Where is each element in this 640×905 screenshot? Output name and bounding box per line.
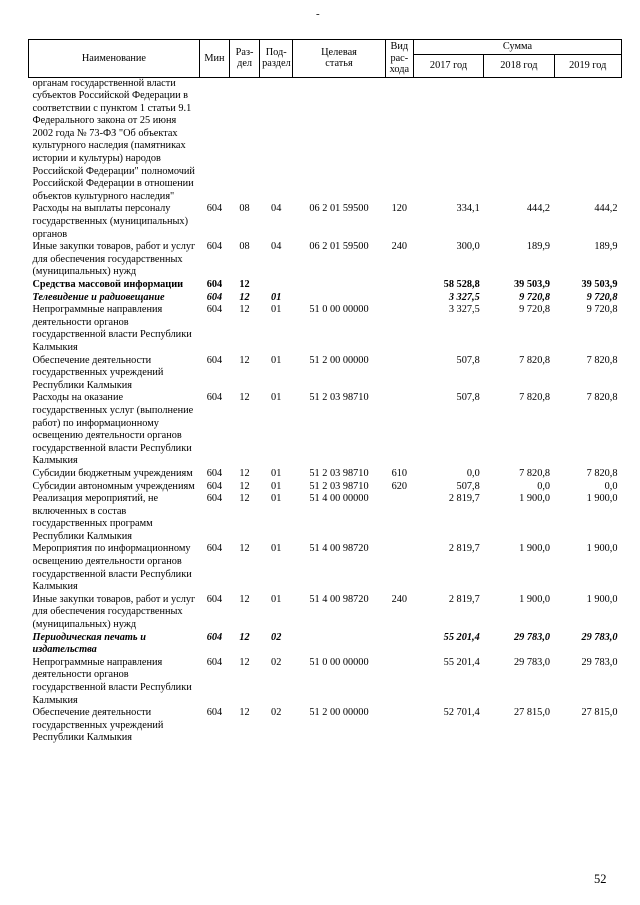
row-podrazdel: 02 bbox=[271, 656, 282, 668]
table-row bbox=[29, 241, 622, 279]
row-podrazdel: 01 bbox=[271, 543, 282, 555]
row-sum-2019: 29 783,0 bbox=[581, 631, 618, 643]
table-row bbox=[29, 493, 622, 543]
row-name: Расходы на выплаты персоналу государственных (муниципальных) органов bbox=[32, 203, 189, 240]
row-sum-2018: 29 783,0 bbox=[514, 656, 551, 668]
row-podrazdel: 01 bbox=[271, 480, 282, 492]
header-name: Наименование bbox=[29, 40, 200, 78]
header-year-2018: 2018 год bbox=[484, 54, 554, 77]
row-sum-2018: 9 720,8 bbox=[519, 291, 551, 303]
row-sum-2018: 39 503,9 bbox=[514, 279, 551, 290]
row-vid-rashoda bbox=[385, 657, 413, 707]
page-number: 52 bbox=[594, 872, 607, 886]
row-min: 604 bbox=[206, 656, 223, 668]
row-podrazdel: 01 bbox=[271, 392, 282, 404]
table-row bbox=[29, 203, 622, 241]
row-cel-statya bbox=[293, 292, 385, 305]
table-row bbox=[29, 543, 622, 593]
row-sum-2019: 39 503,9 bbox=[581, 279, 618, 290]
row-sum-2019: 27 815,0 bbox=[581, 707, 618, 719]
row-vid-rashoda bbox=[385, 707, 413, 745]
row-sum-2017: 3 327,5 bbox=[448, 291, 480, 303]
row-name: Иные закупки товаров, работ и услуг для обеспечения государственных (муниципальных) нужд bbox=[32, 593, 196, 631]
row-sum-2017: 55 201,4 bbox=[443, 631, 480, 643]
row-sum-2018: 27 815,0 bbox=[514, 707, 551, 719]
header-podrazdel: Под- раздел bbox=[260, 40, 293, 78]
row-sum-2017: 300,0 bbox=[456, 241, 480, 253]
row-razdel: 12 bbox=[239, 543, 250, 555]
row-podrazdel bbox=[260, 279, 293, 292]
row-min bbox=[199, 77, 229, 203]
row-min: 604 bbox=[206, 304, 223, 316]
row-min: 604 bbox=[206, 241, 223, 253]
row-min: 604 bbox=[206, 203, 223, 215]
header-cel-statya: Целевая статья bbox=[293, 40, 385, 78]
row-cel-statya bbox=[293, 77, 385, 203]
row-min: 604 bbox=[206, 480, 223, 492]
table-body bbox=[29, 77, 622, 745]
top-mark: - bbox=[316, 8, 320, 20]
row-razdel: 12 bbox=[239, 493, 250, 505]
header-razdel: Раз- дел bbox=[229, 40, 259, 78]
row-sum-2018: 1 900,0 bbox=[519, 593, 551, 605]
row-podrazdel bbox=[260, 77, 293, 203]
row-podrazdel: 01 bbox=[271, 593, 282, 605]
row-cel-statya: 06 2 01 59500 bbox=[309, 241, 369, 253]
row-name: Непрограммные направления деятельности органов государственной власти Республики Калмыкия bbox=[32, 304, 192, 353]
row-sum-2018: 7 820,8 bbox=[519, 354, 551, 366]
row-vid-rashoda: 240 bbox=[391, 593, 408, 605]
row-podrazdel: 01 bbox=[271, 493, 282, 505]
row-name: Иные закупки товаров, работ и услуг для обеспечения государственных (муниципальных) нужд bbox=[32, 241, 196, 278]
row-sum-2017 bbox=[413, 77, 483, 203]
row-sum-2018: 7 820,8 bbox=[519, 392, 551, 404]
table-row bbox=[29, 279, 622, 292]
row-razdel: 08 bbox=[239, 241, 250, 253]
header-summa: Сумма bbox=[413, 40, 621, 55]
row-vid-rashoda: 120 bbox=[391, 203, 408, 215]
row-cel-statya: 51 4 00 98720 bbox=[309, 593, 369, 605]
row-vid-rashoda bbox=[385, 493, 413, 543]
row-sum-2018: 189,9 bbox=[526, 241, 551, 253]
row-vid-rashoda bbox=[385, 292, 413, 305]
row-name: Реализация мероприятий, не включенных в состав государственных программ Республики Калмыкия bbox=[32, 493, 159, 542]
row-sum-2019: 1 900,0 bbox=[586, 593, 618, 605]
row-podrazdel: 01 bbox=[271, 291, 282, 303]
row-name: Субсидии бюджетным учреждениям bbox=[32, 467, 193, 479]
row-sum-2019: 7 820,8 bbox=[586, 392, 618, 404]
row-vid-rashoda: 240 bbox=[391, 241, 408, 253]
table-row bbox=[29, 594, 622, 632]
row-min: 604 bbox=[206, 631, 223, 643]
table-row bbox=[29, 657, 622, 707]
row-sum-2019: 0,0 bbox=[604, 480, 618, 492]
row-vid-rashoda bbox=[385, 279, 413, 292]
row-cel-statya: 06 2 01 59500 bbox=[309, 203, 369, 215]
row-name: Средства массовой информации bbox=[32, 279, 184, 290]
row-vid-rashoda: 620 bbox=[391, 480, 408, 492]
row-razdel: 12 bbox=[239, 707, 250, 719]
row-sum-2017: 52 701,4 bbox=[443, 707, 480, 719]
row-sum-2017: 507,8 bbox=[456, 480, 480, 492]
row-sum-2019: 9 720,8 bbox=[586, 304, 618, 316]
row-name: Мероприятия по информационному освещению деятельности органов государственной власти Республики Калмыкия bbox=[32, 543, 192, 593]
row-cel-statya: 51 2 03 98710 bbox=[309, 392, 369, 404]
row-sum-2019: 9 720,8 bbox=[586, 291, 618, 303]
row-sum-2018: 7 820,8 bbox=[519, 467, 551, 479]
row-min: 604 bbox=[206, 707, 223, 719]
row-razdel bbox=[229, 77, 259, 203]
row-razdel: 12 bbox=[239, 467, 250, 479]
table-row bbox=[29, 304, 622, 354]
row-podrazdel: 01 bbox=[271, 354, 282, 366]
row-vid-rashoda bbox=[385, 77, 413, 203]
row-sum-2019: 29 783,0 bbox=[581, 656, 618, 668]
row-podrazdel: 02 bbox=[271, 631, 282, 643]
row-razdel: 12 bbox=[239, 480, 250, 492]
header-year-2019: 2019 год bbox=[554, 54, 621, 77]
row-podrazdel: 01 bbox=[271, 304, 282, 316]
row-razdel: 12 bbox=[239, 291, 250, 303]
table-row bbox=[29, 392, 622, 468]
row-podrazdel: 04 bbox=[271, 241, 282, 253]
row-sum-2018: 0,0 bbox=[537, 480, 551, 492]
row-cel-statya: 51 2 00 00000 bbox=[309, 354, 369, 366]
row-sum-2017: 2 819,7 bbox=[448, 493, 480, 505]
row-min: 604 bbox=[206, 593, 223, 605]
row-min: 604 bbox=[206, 392, 223, 404]
header-year-2017: 2017 год bbox=[413, 54, 483, 77]
row-cel-statya: 51 0 00 00000 bbox=[309, 304, 369, 316]
row-razdel: 12 bbox=[239, 593, 250, 605]
row-vid-rashoda bbox=[385, 304, 413, 354]
row-razdel: 12 bbox=[239, 392, 250, 404]
row-podrazdel: 01 bbox=[271, 467, 282, 479]
row-name: Непрограммные направления деятельности органов государственной власти Республики Калмыкия bbox=[32, 656, 192, 706]
row-sum-2017: 507,8 bbox=[456, 354, 480, 366]
row-name: органам государственной власти субъектов Российской Федерации в соответствии с пунктом 1 статьи 9.1 Федерального закона от 25 июня 2002 года № 73-ФЗ "Об объектах культурного наследия (памятниках истории и культуры) народов Российской Федерации" полномочий Российской Федерации в отношении объектов культурного наследия" bbox=[32, 77, 195, 202]
row-sum-2017: 507,8 bbox=[456, 392, 480, 404]
row-min: 604 bbox=[206, 354, 223, 366]
row-sum-2017: 2 819,7 bbox=[448, 593, 480, 605]
row-cel-statya bbox=[293, 279, 385, 292]
row-vid-rashoda bbox=[385, 355, 413, 393]
table-header bbox=[29, 40, 622, 78]
row-sum-2018: 1 900,0 bbox=[519, 543, 551, 555]
table-row bbox=[29, 632, 622, 657]
header-vid-rashoda: Вид рас- хода bbox=[385, 40, 413, 78]
header-min: Мин bbox=[199, 40, 229, 78]
row-cel-statya: 51 2 03 98710 bbox=[309, 467, 369, 479]
row-name: Телевидение и радиовещание bbox=[32, 291, 165, 303]
row-min: 604 bbox=[206, 543, 223, 555]
row-min: 604 bbox=[206, 493, 223, 505]
row-sum-2019: 189,9 bbox=[594, 241, 618, 253]
row-vid-rashoda: 610 bbox=[391, 467, 408, 479]
row-sum-2018 bbox=[484, 77, 554, 203]
row-sum-2018: 1 900,0 bbox=[519, 493, 551, 505]
row-name: Обеспечение деятельности государственных учреждений Республики Калмыкия bbox=[32, 707, 164, 744]
row-sum-2018: 9 720,8 bbox=[519, 304, 551, 316]
row-podrazdel: 02 bbox=[271, 707, 282, 719]
row-sum-2019 bbox=[554, 77, 621, 203]
row-razdel: 08 bbox=[239, 203, 250, 215]
row-vid-rashoda bbox=[385, 632, 413, 657]
row-sum-2017: 0,0 bbox=[466, 467, 480, 479]
table-row bbox=[29, 481, 622, 494]
row-cel-statya: 51 2 03 98710 bbox=[309, 480, 369, 492]
row-name: Обеспечение деятельности государственных учреждений Республики Калмыкия bbox=[32, 354, 164, 391]
row-razdel: 12 bbox=[239, 656, 250, 668]
row-min: 604 bbox=[206, 291, 223, 303]
row-cel-statya: 51 2 00 00000 bbox=[309, 707, 369, 719]
row-sum-2017: 2 819,7 bbox=[448, 543, 480, 555]
row-razdel: 12 bbox=[239, 304, 250, 316]
table-row bbox=[29, 707, 622, 745]
row-vid-rashoda bbox=[385, 392, 413, 468]
row-sum-2017: 334,1 bbox=[456, 203, 480, 215]
row-cel-statya bbox=[293, 632, 385, 657]
row-name: Периодическая печать и издательства bbox=[32, 631, 146, 656]
row-cel-statya: 51 0 00 00000 bbox=[309, 656, 369, 668]
row-podrazdel: 04 bbox=[271, 203, 282, 215]
row-sum-2017: 3 327,5 bbox=[448, 304, 480, 316]
table-row bbox=[29, 355, 622, 393]
row-razdel: 12 bbox=[239, 279, 250, 290]
row-sum-2017: 55 201,4 bbox=[443, 656, 480, 668]
row-sum-2019: 7 820,8 bbox=[586, 354, 618, 366]
row-min: 604 bbox=[206, 279, 223, 290]
row-name: Расходы на оказание государственных услуг (выполнение работ) по информационному освещению деятельности органов государственной власти Республики Калмыкия bbox=[32, 392, 194, 467]
row-sum-2018: 444,2 bbox=[526, 203, 551, 215]
row-sum-2019: 1 900,0 bbox=[586, 543, 618, 555]
table-row bbox=[29, 77, 622, 203]
row-razdel: 12 bbox=[239, 631, 250, 643]
row-vid-rashoda bbox=[385, 543, 413, 593]
budget-table bbox=[28, 39, 622, 745]
row-sum-2019: 7 820,8 bbox=[586, 467, 618, 479]
table-row bbox=[29, 292, 622, 305]
row-min: 604 bbox=[206, 467, 223, 479]
row-cel-statya: 51 4 00 98720 bbox=[309, 543, 369, 555]
row-sum-2019: 444,2 bbox=[594, 203, 618, 215]
row-razdel: 12 bbox=[239, 354, 250, 366]
row-name: Субсидии автономным учреждениям bbox=[32, 480, 195, 492]
row-sum-2019: 1 900,0 bbox=[586, 493, 618, 505]
row-sum-2018: 29 783,0 bbox=[514, 631, 551, 643]
table-row bbox=[29, 468, 622, 481]
row-sum-2017: 58 528,8 bbox=[443, 279, 480, 290]
row-cel-statya: 51 4 00 00000 bbox=[309, 493, 369, 505]
